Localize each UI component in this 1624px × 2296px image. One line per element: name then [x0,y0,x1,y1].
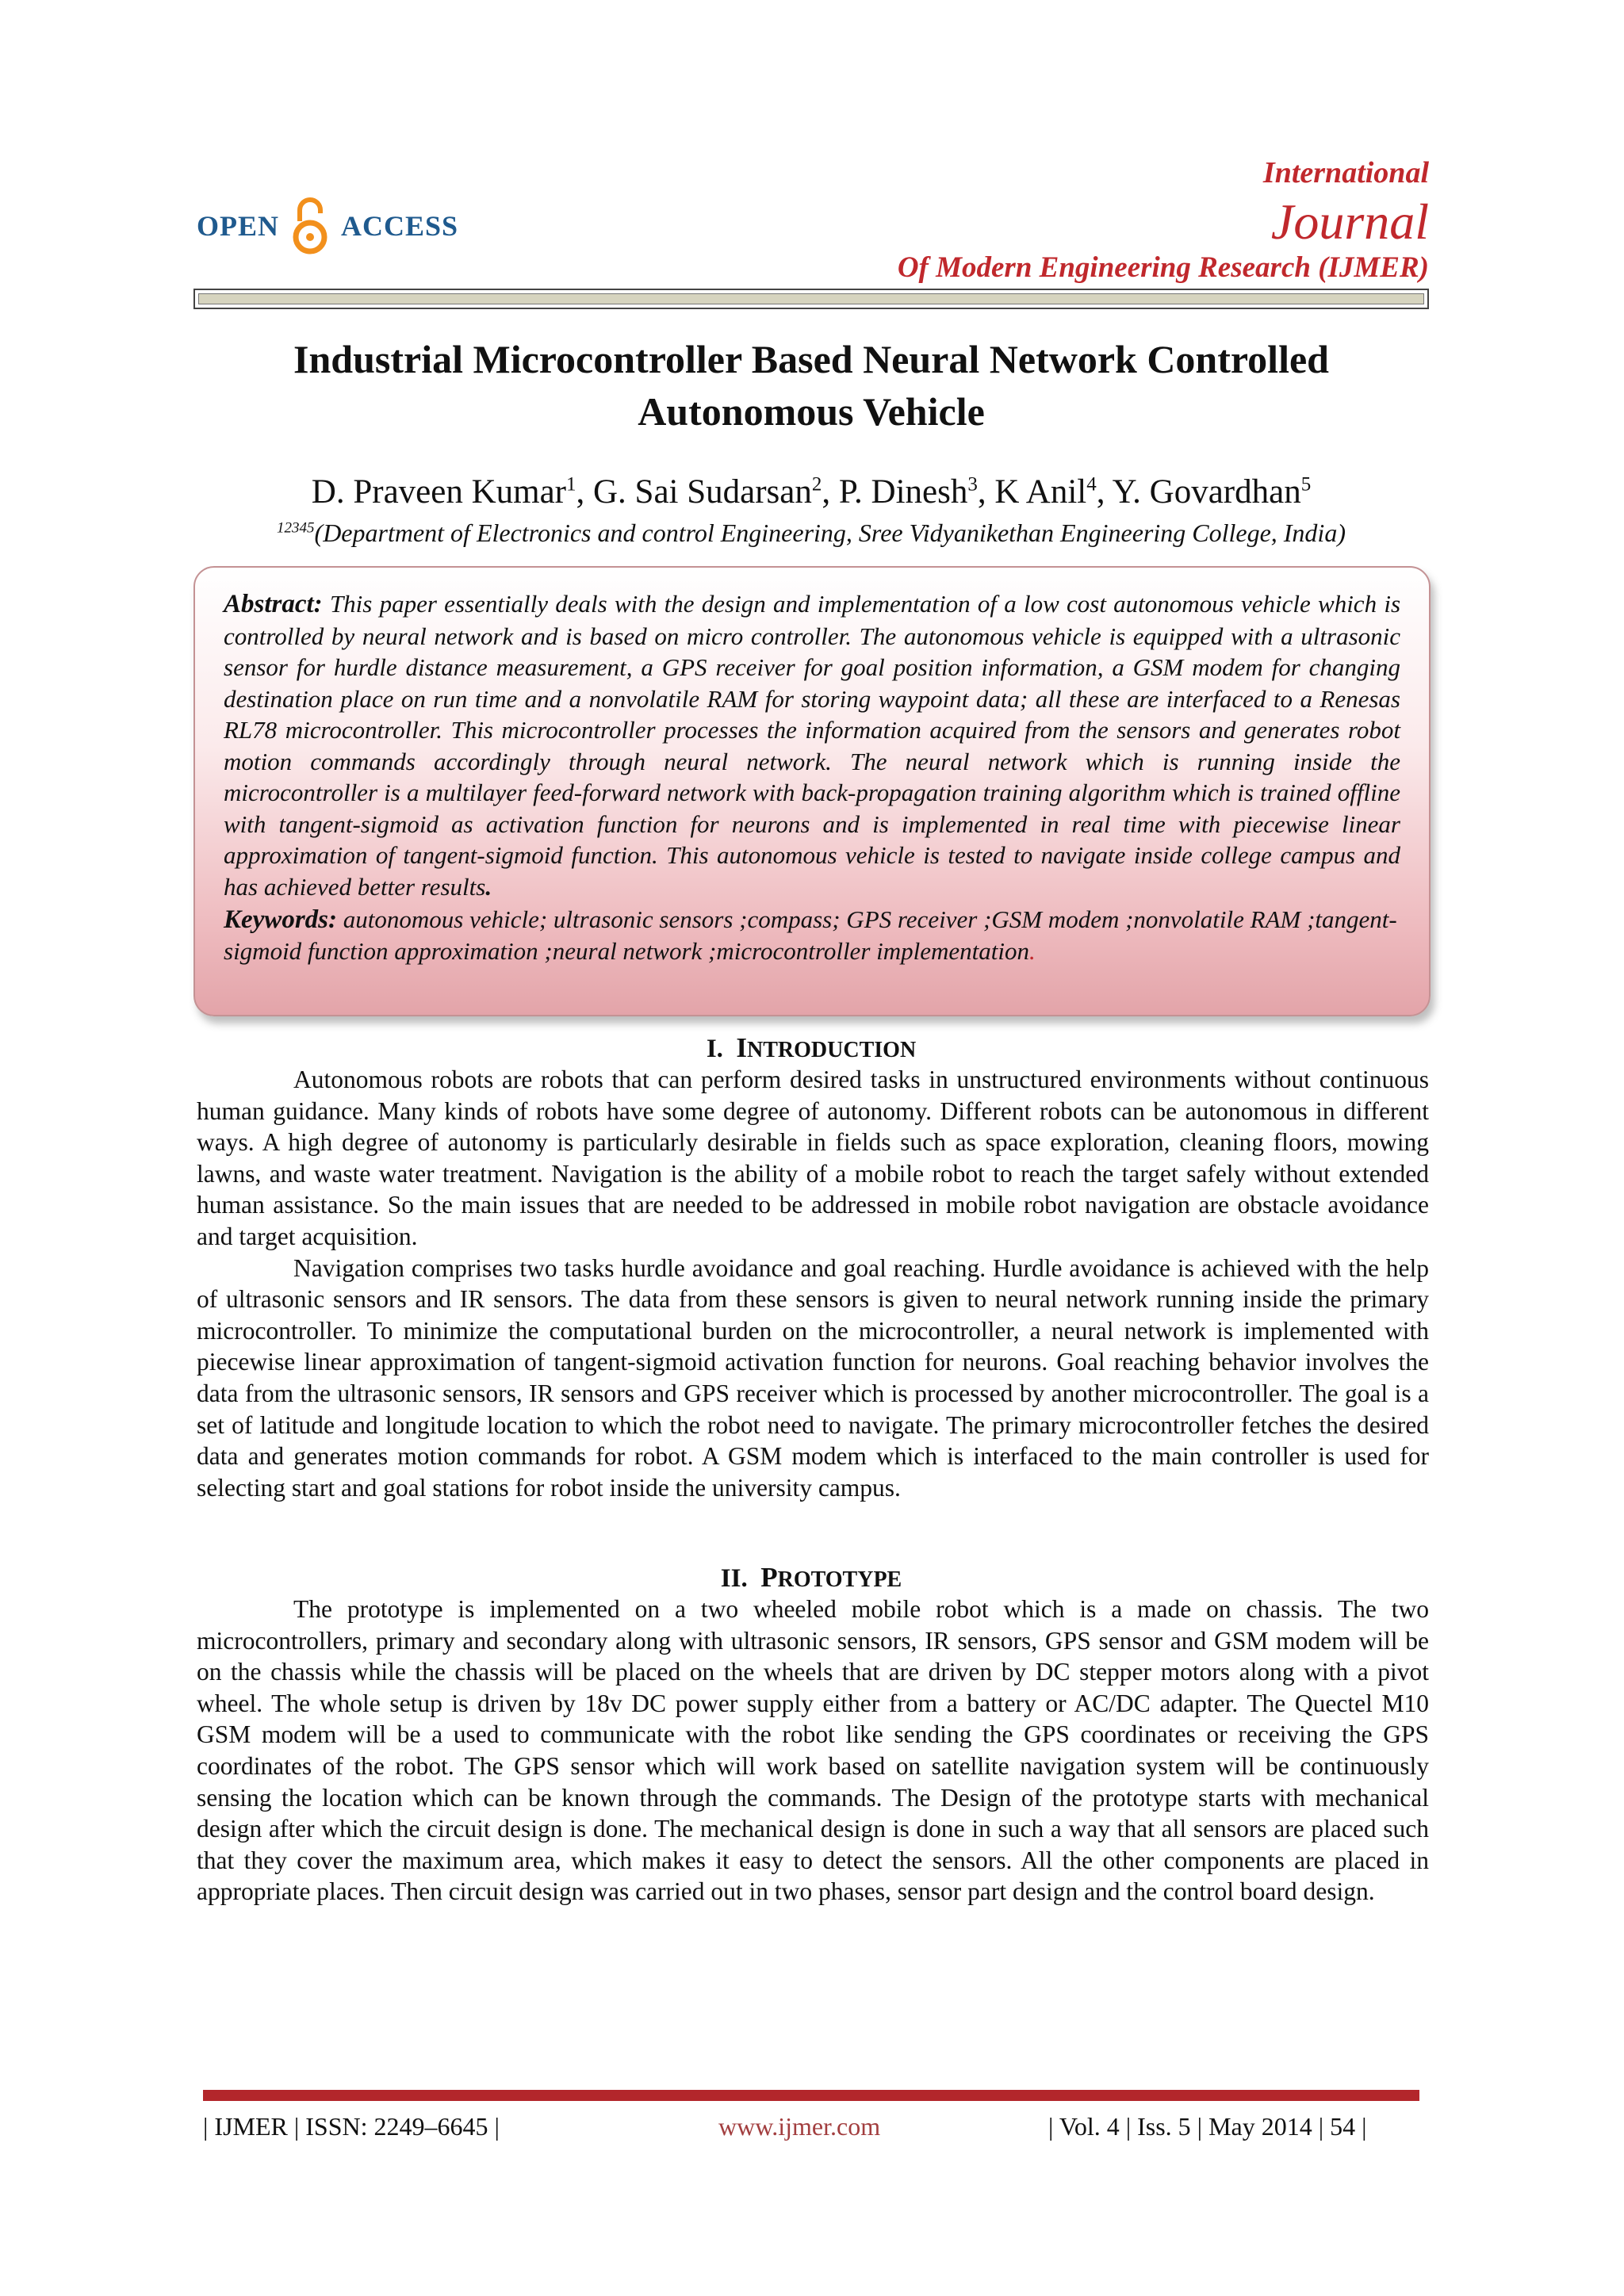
author-sup: 2 [811,473,822,496]
section-title-rest: NTRODUCTION [747,1038,917,1062]
keywords-end: . [1029,937,1036,965]
keywords-paragraph [224,904,1400,966]
author-name: P. Dinesh [838,473,968,511]
journal-name-line1: International [1262,156,1429,189]
footer-issn: | IJMER | ISSN: 2249–6645 | [203,2112,500,2141]
author-name: G. Sai Sudarsan [592,473,812,511]
abstract-text: This paper essentially deals with the design and implementation of a low cost autonomous vehicle which is controlled by neural network and is based on micro controller. The autonomous vehicle is equipped with a ultrasonic sensor for hurdle distance measurement, a GPS receiver for goal position information, a GSM modem for changing destination place on run time and a nonvolatile RAM for storing waypoint data; all these are interfaced to a Renesas RL78 microcontroller. This microcontroller processes the information acquired from the sensors and generates robot motion commands accordingly through neural network. The neural network which is running inside the microcontroller is a multilayer feed-forward network with back-propagation training algorithm which is trained offline with tangent-sigmoid as activation function for neurons and is implemented in real time with piecewise linear approximation of tangent-sigmoid function. This autonomous vehicle is tested to navigate inside college campus and has achieved better results [224,590,1401,901]
journal-name-line3: Of Modern Engineering Research (IJMER) [897,251,1429,284]
author-list: D. Praveen Kumar$^1$, G. Sai Sudarsan$^2$, P. Dinesh$^3$, K Anil$^4$, Y. Govardhan$^5$ [311,473,1312,511]
section-body-prototype [197,1594,1429,1908]
abstract-paragraph [224,588,1400,902]
author-sup: 1 [565,473,576,496]
abstract-box [193,566,1431,1016]
journal-name-line2: Journal [1270,193,1429,250]
keywords-text: autonomous vehicle; ultrasonic sensors ;compass; GPS receiver ;GSM modem ;nonvolatile RAM ;tangent-sigmoid function approximation ;neural network ;microcontroller implementation [224,905,1397,965]
open-lock-icon [290,194,330,258]
keywords-label: Keywords: [224,905,337,934]
header-rule [193,289,1429,309]
author-sup: 4 [1086,473,1097,496]
footer-volume-page: | Vol. 4 | Iss. 5 | May 2014 | 54 | [1048,2112,1367,2141]
open-access-logo-left: OPEN [197,210,280,242]
body-paragraph: Navigation comprises two tasks hurdle avoidance and goal reaching. Hurdle avoidance is achieved with the help of ultrasonic sensors and IR sensors. The data from these sensors is given to neural network running inside the primary microcontroller. To minimize the computational burden on the microcontroller, a neural network is implemented with piecewise linear approximation of tangent-sigmoid activation function for neurons. Goal reaching behavior involves the data from the ultrasonic sensors, IR sensors and GPS receiver which is processed by another microcontroller. The goal is a set of latitude and longitude location to which the robot need to navigate. The primary microcontroller fetches the desired data and generates motion commands for robot. A GSM modem which is interfaced to the main controller is used for selecting start and goal stations for robot inside the university campus. [197,1253,1429,1502]
body-paragraph: The prototype is implemented on a two wheeled mobile robot which is a made on chassis. The two microcontrollers, primary and secondary along with ultrasonic sensors, IR sensors, GPS sensor and GSM modem will be on the chassis while the chassis will be placed on the wheels that are driven by DC stepper motors along with a pivot wheel. The whole setup is driven by 18v DC power supply either from a battery or AC/DC adapter. The Quectel M10 GSM modem will be a used to communicate with the robot like sending the GPS coordinates or receiving the GPS coordinates of the robot. The GPS sensor which will work based on satellite navigation system will be continuously sensing the location which can be known through the commands. The Design of the prototype starts with mechanical design after which the circuit design is done. The mechanical design is done in such a way that all sensors are placed such that they cover the maximum area, which makes it easy to detect the sensors. All the other components are placed in appropriate places. Then circuit design was carried out in two phases, sensor part design and the control board design. [197,1595,1429,1906]
affiliation-sup: 12345 [277,519,315,537]
footer-rule [203,2090,1419,2101]
author-sup: 3 [967,473,978,496]
abstract-end: . [485,872,492,901]
section-number: II. [720,1564,748,1593]
section-body-introduction [197,1064,1429,1503]
author-sup: 5 [1300,473,1312,496]
footer-website-link[interactable]: www.ijmer.com [718,2112,881,2141]
open-access-logo-right: ACCESS [341,210,459,242]
author-name: D. Praveen Kumar [311,473,566,511]
author-name: Y. Govardhan [1112,473,1301,511]
affiliation [193,519,1429,548]
paper-title-line2: Autonomous Vehicle [638,389,985,434]
abstract-label: Abstract: [224,590,323,618]
section-heading-introduction [193,1032,1429,1064]
affiliation-text: (Department of Electronics and control Engineering, Sree Vidyanikethan Engineering College, India) [314,519,1346,547]
section-title-initial: P [760,1562,778,1593]
body-paragraph: Autonomous robots are robots that can perform desired tasks in unstructured environments without continuous human guidance. Many kinds of robots have some degree of autonomy. Different robots can be autonomous in different ways. A high degree of autonomy is particularly desirable in fields such as space exploration, cleaning floors, mowing lawns, and waste water treatment. Navigation is the ability of a mobile robot to reach the target safely without extended human assistance. So the main issues that are needed to be addressed in mobile robot navigation are obstacle avoidance and target acquisition. [197,1066,1429,1250]
section-title-rest: ROTOTYPE [777,1567,902,1592]
section-heading-prototype [193,1562,1429,1594]
section-number: I. [706,1035,723,1063]
author-name: K Anil [994,473,1087,511]
open-access-logo [197,194,458,258]
section-title-initial: I [736,1032,748,1063]
paper-title [193,333,1429,438]
paper-title-line1: Industrial Microcontroller Based Neural Network Controlled [293,337,1329,381]
